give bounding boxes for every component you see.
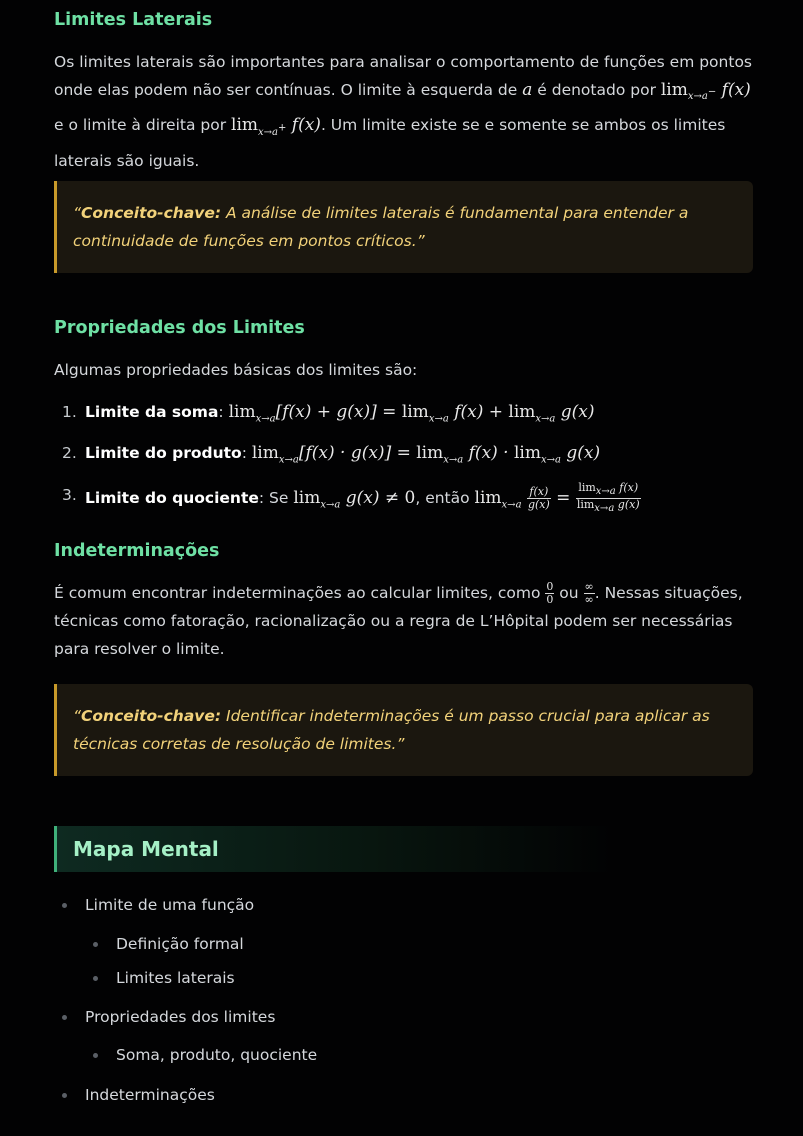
separator: , então <box>415 488 475 507</box>
bullet-icon <box>93 942 98 947</box>
math-inf-over-inf: $\frac{\infty}{\infty}$ <box>584 580 594 606</box>
section-title-limites-laterais: Limites Laterais <box>54 10 213 30</box>
properties-list <box>54 399 754 526</box>
bullet-icon <box>62 1015 67 1020</box>
mind-map-item-label: Limite de uma função <box>85 896 255 914</box>
math-quotient-rule: $\lim_{x\to a}$ $\frac{f(x)}{g(x)}$ = $\frac{\lim_{x\to a} f(x)}{\lim_{x\to a} g(x)}$ <box>474 480 640 515</box>
mind-map-subitem-label: Definição formal <box>116 935 244 953</box>
bullet-icon <box>62 1093 67 1098</box>
separator: : <box>241 444 252 463</box>
paragraph-text: ou <box>554 584 584 602</box>
math-product-rule: $\lim_{x\to a}[f(x) \cdot g(x)] = \lim_{x\to a} f(x) \cdot \lim_{x\to a} g(x)$ <box>251 443 601 466</box>
mind-map-title: Mapa Mental <box>54 826 753 872</box>
math-var-a: a <box>522 80 533 100</box>
separator: : <box>218 403 229 421</box>
paragraph-text: É comum encontrar indeterminações ao calcular limites, como <box>54 584 546 602</box>
mind-map-item <box>54 894 654 916</box>
math-zero-over-zero: $\frac{0}{0}$ <box>546 580 554 606</box>
callout-text: A análise de limites laterais é fundamental para entender a continuidade de funções em pontos críticos.” <box>73 204 689 250</box>
paragraph-indeterminacoes <box>54 579 754 663</box>
math-left-limit: $\lim_{x\to a^-} f(x)$ <box>660 80 751 103</box>
section-title-propriedades: Propriedades dos Limites <box>54 318 305 338</box>
mind-map-subitem-label: Limites laterais <box>116 969 235 987</box>
quote-mark: “ <box>73 204 82 222</box>
list-number: 3. <box>62 485 77 504</box>
section-title-indeterminacoes: Indeterminações <box>54 541 220 561</box>
bullet-icon <box>93 1053 98 1058</box>
paragraph-text: é denotado por <box>532 81 661 99</box>
propriedades-intro: Algumas propriedades básicas dos limites são: <box>54 361 418 379</box>
property-label: Limite da soma <box>85 403 219 421</box>
bullet-icon <box>93 976 98 981</box>
mind-map-item <box>54 1084 654 1106</box>
callout-key: Conceito-chave: <box>81 204 222 222</box>
paragraph-text: . Um limite existe se e somente se ambos os limites laterais são iguais. <box>54 116 726 170</box>
callout-key: Conceito-chave: <box>81 707 222 725</box>
list-number: 2. <box>62 444 77 463</box>
callout-conceito-chave-indeterminacoes <box>54 684 753 776</box>
paragraph-text: Os limites laterais são importantes para analisar o comportamento de funções em pontos onde elas podem não ser contínuas. O limite à esquerda de <box>54 53 752 99</box>
mind-map-item-label: Propriedades dos limites <box>85 1008 276 1026</box>
math-quotient-condition: $\lim_{x\to a} g(x) \ne 0$ <box>293 487 416 511</box>
paragraph-text: e o limite à direita por <box>54 116 232 135</box>
bullet-icon <box>62 903 67 908</box>
callout-conceito-chave-laterais <box>54 181 753 273</box>
math-sum-rule: $\lim_{x\to a}[f(x) + g(x)] = \lim_{x\to a} f(x) + \lim_{x\to a} g(x)$ <box>228 402 595 425</box>
list-item <box>54 399 754 432</box>
mind-map-subitem <box>54 967 654 989</box>
mind-map-subitem-label: Soma, produto, quociente <box>116 1046 318 1064</box>
separator: : Se <box>258 488 294 507</box>
list-number: 1. <box>62 403 77 421</box>
paragraph-text: . Nessas situações, técnicas como fatoração, racionalização ou a regra de L’Hôpital podem ser necessárias para resolver o limite. <box>54 584 743 658</box>
math-right-limit: $\lim_{x\to a^+} f(x)$ <box>231 115 321 138</box>
mind-map-subitem <box>54 933 654 955</box>
property-label: Limite do quociente <box>85 488 259 507</box>
callout-text: Identificar indeterminações é um passo crucial para aplicar as técnicas corretas de resolução de limites.” <box>73 707 710 753</box>
property-label: Limite do produto <box>85 444 242 463</box>
mind-map-item <box>54 1006 654 1028</box>
mind-map-subitem <box>54 1044 654 1066</box>
list-item <box>54 482 754 519</box>
mind-map-item-label: Indeterminações <box>85 1086 215 1104</box>
quote-mark: “ <box>73 707 82 725</box>
paragraph-limites-laterais <box>54 48 754 175</box>
list-item <box>54 440 754 473</box>
